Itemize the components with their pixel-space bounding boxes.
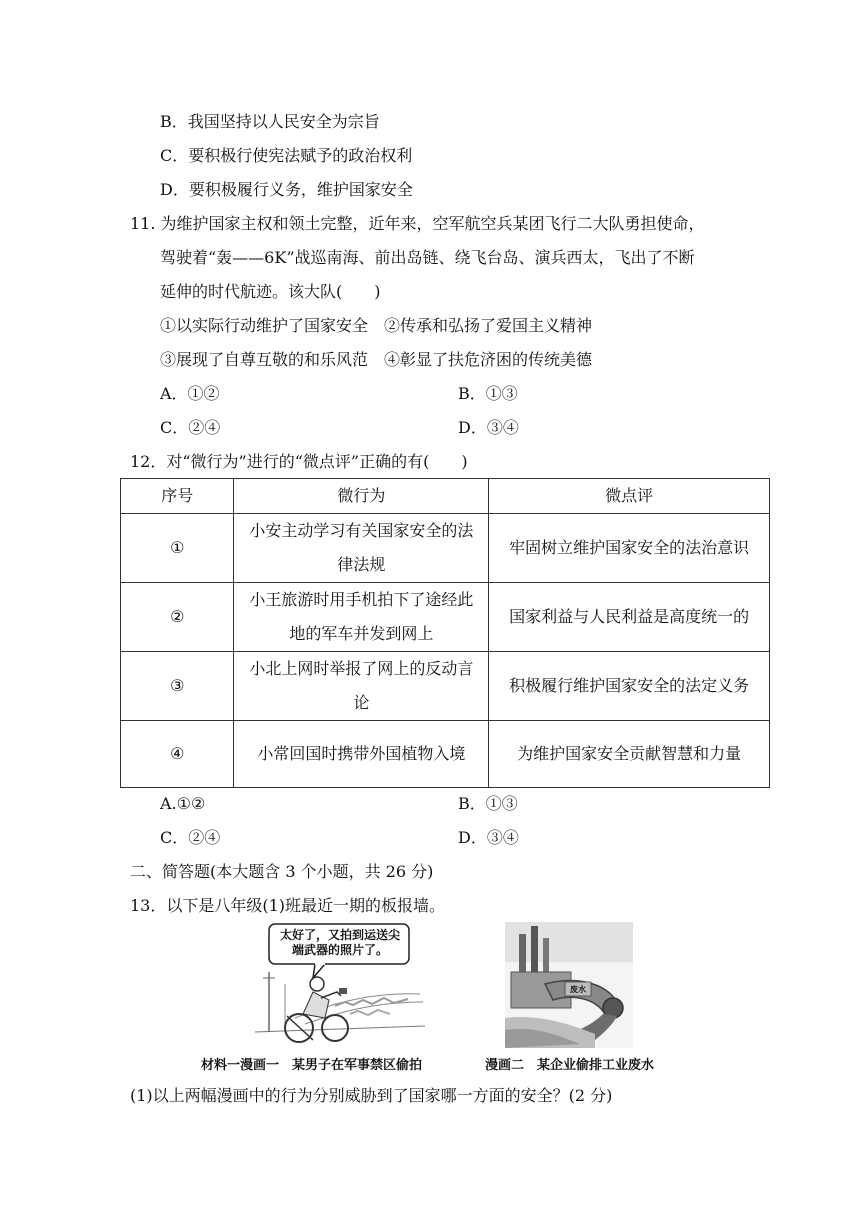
q12-option-a: A.①② <box>160 794 206 813</box>
row-no: ④ <box>121 721 234 788</box>
q11-option-b: B．①③ <box>458 384 518 403</box>
comic2-image <box>505 922 633 1048</box>
q11-option-a: A．①② <box>160 384 220 403</box>
q12-option-c: C．②④ <box>160 828 221 847</box>
comic2-caption: 漫画二 某企业偷排工业废水 <box>485 1058 655 1073</box>
table-row <box>121 514 770 583</box>
q13-subquestion-1: (1)以上两幅漫画中的行为分别威胁到了国家哪一方面的安全？(2 分) <box>130 1086 613 1105</box>
comment-text: 牢固树立维护国家安全的法治意识 <box>509 538 750 557</box>
table-row <box>121 583 770 652</box>
table-row <box>121 652 770 721</box>
row-behavior <box>234 514 489 583</box>
q11-stem-line2: 驾驶着“轰——6K”战巡南海、前出岛链、绕飞台岛、演兵西太，飞出了不断 <box>160 248 695 267</box>
comic1-image <box>255 922 425 1050</box>
row-no: ② <box>121 583 234 652</box>
header-no: 序号 <box>121 479 234 514</box>
behavior-text: 小安主动学习有关国家安全的法律法规 <box>249 521 474 574</box>
section2-heading: 二、简答题(本大题含 3 个小题，共 26 分) <box>130 862 434 881</box>
comic1-bubble-text: 太好了，又拍到运送尖端武器的照片了。 <box>279 928 400 957</box>
q10-option-c: C．要积极行使宪法赋予的政治权利 <box>160 146 413 165</box>
behavior-text: 小常回国时携带外国植物入境 <box>257 744 466 763</box>
row-comment <box>489 721 770 788</box>
comic2-pipe-label: 废水 <box>570 984 586 994</box>
table-header-row <box>121 479 770 514</box>
row-behavior <box>234 652 489 721</box>
comment-text: 国家利益与人民利益是高度统一的 <box>509 607 750 626</box>
row-comment <box>489 514 770 583</box>
row-behavior <box>234 721 489 788</box>
q12-option-d: D．③④ <box>458 828 519 847</box>
row-no: ① <box>121 514 234 583</box>
q11-option-c: C．②④ <box>160 418 221 437</box>
row-comment <box>489 583 770 652</box>
q11-stem-line1: 11. 为维护国家主权和领土完整，近年来，空军航空兵某团飞行二大队勇担使命， <box>130 214 705 233</box>
q11-stem-line3: 延伸的时代航迹。该大队( ) <box>160 282 381 301</box>
q12-option-b: B．①③ <box>458 794 518 813</box>
comment-text: 为维护国家安全贡献智慧和力量 <box>517 744 742 763</box>
q11-statements-line2: ③展现了自尊互敬的和乐风范 ④彰显了扶危济困的传统美德 <box>160 350 593 369</box>
q12-stem: 12．对“微行为”进行的“微点评”正确的有( ) <box>130 452 468 471</box>
row-comment <box>489 652 770 721</box>
comic1-caption: 材料一漫画一 某男子在军事禁区偷拍 <box>201 1058 423 1073</box>
q10-option-d: D．要积极履行义务，维护国家安全 <box>160 180 413 199</box>
behavior-text: 小北上网时举报了网上的反动言论 <box>249 659 474 712</box>
row-no: ③ <box>121 652 234 721</box>
q10-option-b: B．我国坚持以人民安全为宗旨 <box>160 112 380 131</box>
behavior-text: 小王旅游时用手机拍下了途经此地的军车并发到网上 <box>249 590 474 643</box>
q13-stem: 13．以下是八年级(1)班最近一期的板报墙。 <box>130 896 446 915</box>
header-behavior: 微行为 <box>234 479 489 514</box>
table-row <box>121 721 770 788</box>
q11-option-d: D．③④ <box>458 418 519 437</box>
comment-text: 积极履行维护国家安全的法定义务 <box>509 676 750 695</box>
row-behavior <box>234 583 489 652</box>
header-comment: 微点评 <box>489 479 770 514</box>
q11-statements-line1: ①以实际行动维护了国家安全 ②传承和弘扬了爱国主义精神 <box>160 316 593 335</box>
q12-table <box>120 478 770 788</box>
